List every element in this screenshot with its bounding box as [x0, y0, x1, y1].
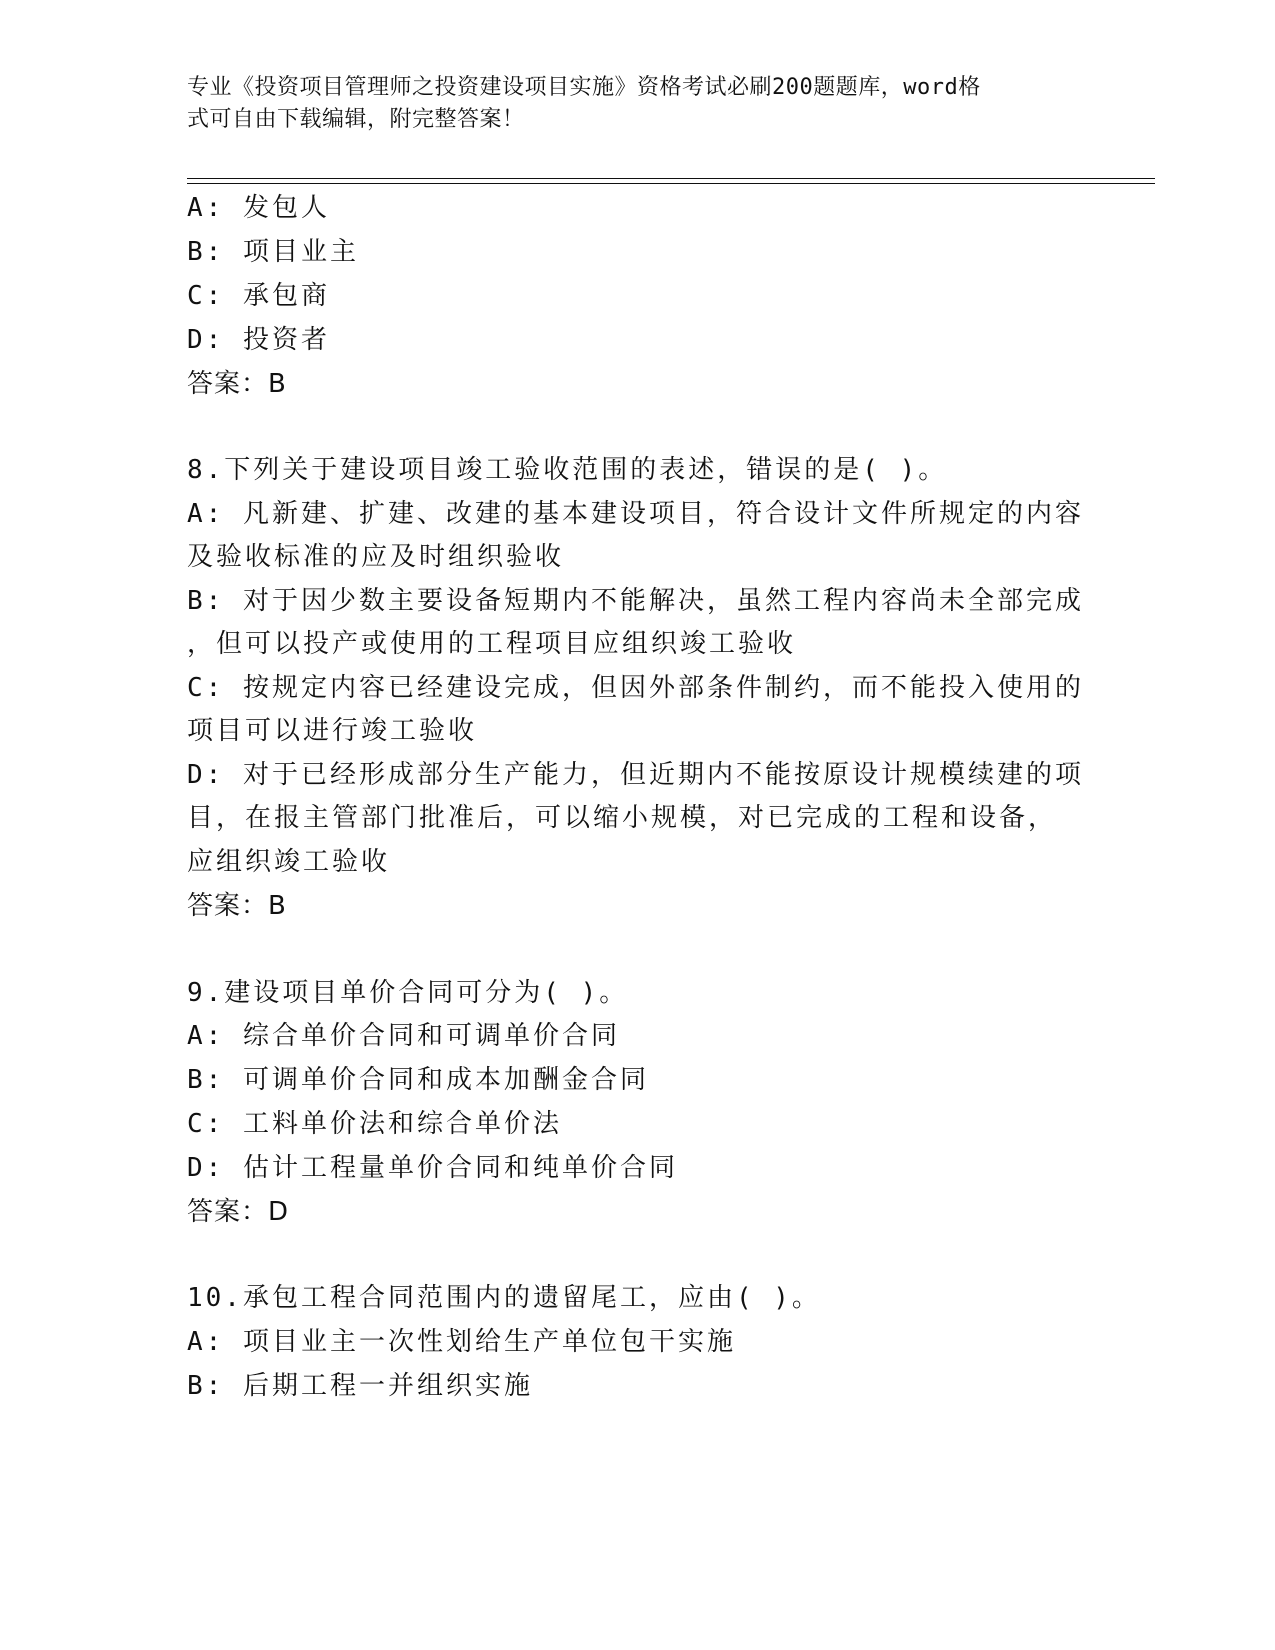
- header-divider-top: [187, 178, 1155, 179]
- q9-option-d: D: 估计工程量单价合同和纯单价合同: [187, 1153, 678, 1183]
- header-line-2: 式可自由下载编辑，附完整答案！: [187, 107, 525, 132]
- q9-option-c: C: 工料单价法和综合单价法: [187, 1109, 562, 1139]
- header-divider-bottom: [187, 183, 1155, 184]
- q7-option-a: A: 发包人: [187, 193, 330, 223]
- q7-option-c: C: 承包商: [187, 281, 330, 311]
- q10-option-a: A: 项目业主一次性划给生产单位包干实施: [187, 1327, 736, 1357]
- q8-option-c-line2: 项目可以进行竣工验收: [187, 716, 478, 746]
- q8-option-a-line2: 及验收标准的应及时组织验收: [187, 542, 565, 572]
- q8-answer: 答案：B: [187, 891, 287, 921]
- q10-stem: 10.承包工程合同范围内的遗留尾工，应由( )。: [187, 1283, 821, 1313]
- q7-option-b: B: 项目业主: [187, 237, 359, 267]
- q8-stem: 8.下列关于建设项目竣工验收范围的表述，错误的是( )。: [187, 455, 948, 485]
- q7-option-d: D: 投资者: [187, 325, 330, 355]
- q8-option-c-line1: C: 按规定内容已经建设完成，但因外部条件制约，而不能投入使用的: [187, 673, 1084, 703]
- q8-option-d-line1: D: 对于已经形成部分生产能力，但近期内不能按原设计规模续建的项: [187, 760, 1084, 790]
- q9-option-a: A: 综合单价合同和可调单价合同: [187, 1021, 620, 1051]
- q8-option-b-line1: B: 对于因少数主要设备短期内不能解决，虽然工程内容尚未全部完成: [187, 586, 1084, 616]
- q8-option-a-line1: A: 凡新建、扩建、改建的基本建设项目，符合设计文件所规定的内容: [187, 499, 1084, 529]
- q8-option-b-line2: ，但可以投产或使用的工程项目应组织竣工验收: [187, 629, 797, 659]
- document-header: [187, 72, 1067, 136]
- q7-answer: 答案：B: [187, 369, 287, 399]
- header-line-1: 专业《投资项目管理师之投资建设项目实施》资格考试必刷200题题库，word格: [187, 75, 981, 100]
- q9-stem: 9.建设项目单价合同可分为( )。: [187, 978, 629, 1008]
- q9-option-b: B: 可调单价合同和成本加酬金合同: [187, 1065, 649, 1095]
- q8-option-d-line3: 应组织竣工验收: [187, 847, 391, 877]
- q8-option-d-line2: 目，在报主管部门批准后，可以缩小规模，对已完成的工程和设备，: [187, 803, 1058, 833]
- q9-answer: 答案：D: [187, 1197, 290, 1227]
- q10-option-b: B: 后期工程一并组织实施: [187, 1371, 533, 1401]
